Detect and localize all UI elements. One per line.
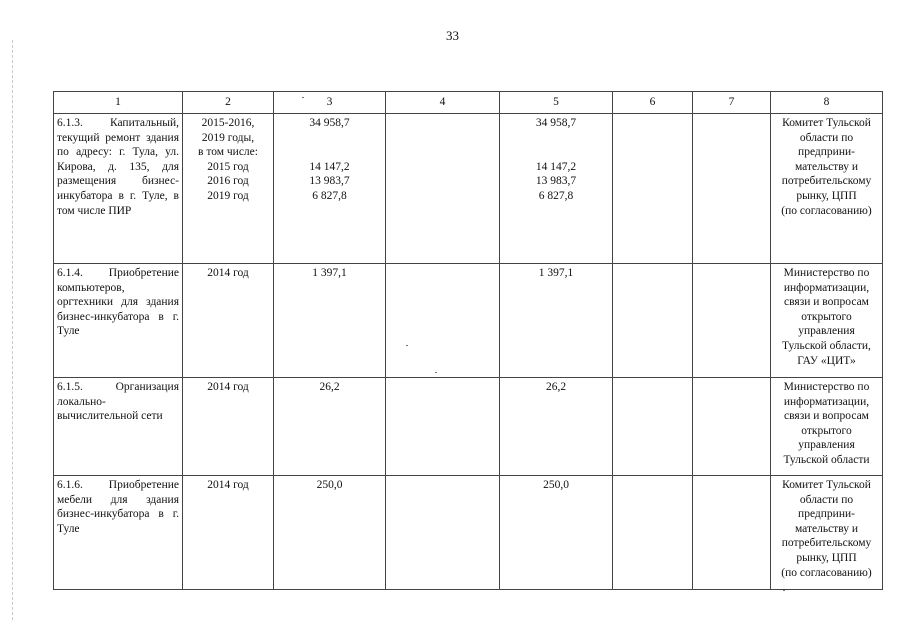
executor-line: открытого — [801, 310, 852, 323]
executor-line: Тульской области, — [782, 339, 871, 352]
period-line: в том числе: — [198, 146, 258, 159]
period-cell — [183, 114, 274, 264]
amount-value: 1 397,1 — [538, 267, 574, 279]
amount-value: 1 397,1 — [312, 267, 347, 279]
period-cell — [183, 264, 274, 378]
amount-budget-cell — [500, 114, 613, 264]
period-line: 2015-2016, — [201, 117, 255, 129]
executor-line: информатизации, — [783, 281, 870, 294]
header-cell: 7 — [693, 92, 771, 114]
amount-value: 26,2 — [545, 381, 567, 393]
executor-line: области по — [799, 493, 854, 506]
executor-line: открытого — [801, 424, 852, 437]
amount-value: 14 147,2 — [535, 160, 577, 173]
amount-budget-cell — [500, 476, 613, 590]
executor-line: Министерство по — [783, 267, 870, 279]
table-row — [54, 114, 883, 264]
executor-line: потребительскому — [781, 175, 872, 188]
page-number: 33 — [446, 28, 459, 43]
empty-cell — [693, 476, 771, 590]
amount-value: 250,0 — [316, 479, 343, 491]
executor-line: Комитет Тульской — [782, 479, 871, 491]
period-cell — [183, 476, 274, 590]
scan-speck — [406, 345, 408, 346]
empty-cell — [693, 378, 771, 476]
empty-cell — [386, 378, 500, 476]
executor-line: (по согласованию) — [781, 204, 872, 217]
executor-line: предприни- — [798, 508, 855, 521]
executor-line: Комитет Тульской — [782, 117, 871, 129]
scan-speck — [435, 372, 437, 373]
empty-cell — [613, 378, 693, 476]
table-header-row — [54, 92, 883, 114]
executor-line: информатизации, — [783, 395, 870, 408]
table-row — [54, 476, 883, 590]
executor-line: Министерство по — [783, 381, 870, 393]
empty-cell — [386, 264, 500, 378]
header-cell: 2 — [183, 92, 274, 114]
header-cell: 4 — [386, 92, 500, 114]
empty-cell — [386, 476, 500, 590]
executor-line: (по согласованию) — [781, 566, 872, 579]
amount-value: 13 983,7 — [535, 175, 577, 188]
amount-value: 13 983,7 — [309, 175, 350, 188]
header-cell: 3 — [274, 92, 386, 114]
empty-cell — [613, 114, 693, 264]
period-line: 2019 годы, — [201, 131, 255, 144]
program-table — [53, 91, 883, 590]
executor-line: рынку, ЦПП — [796, 189, 857, 202]
amount-total-cell — [274, 378, 386, 476]
executor-line: связи и вопросам — [784, 410, 869, 423]
header-cell: 5 — [500, 92, 613, 114]
scan-speck — [302, 97, 304, 98]
header-cell: 1 — [54, 92, 183, 114]
period-line: 2019 год — [207, 189, 249, 202]
amount-total-cell — [274, 264, 386, 378]
period-line: 2014 год — [207, 267, 249, 279]
executor-cell — [771, 264, 883, 378]
period-line: 2014 год — [207, 479, 249, 491]
executor-line: связи и вопросам — [784, 296, 869, 309]
empty-cell — [386, 114, 500, 264]
amount-value: 250,0 — [543, 479, 569, 491]
amount-value: 6 827,8 — [312, 189, 347, 202]
executor-line: предприни- — [798, 146, 855, 159]
executor-line: управления — [798, 439, 855, 452]
amount-value: 26,2 — [319, 381, 340, 393]
executor-cell — [771, 476, 883, 590]
header-cell: 6 — [613, 92, 693, 114]
table-row — [54, 378, 883, 476]
scan-speck — [783, 590, 785, 591]
item-description: 6.1.3. Капитальный, текущий ремонт здания по адресу: г. Тула, ул. Кирова, д. 135, для размещения бизнес-инкубатора в г. Туле, в том числе ПИР — [54, 114, 183, 264]
empty-cell — [613, 476, 693, 590]
amount-value: 34 958,7 — [309, 117, 350, 129]
amount-budget-cell — [500, 378, 613, 476]
executor-cell — [771, 378, 883, 476]
empty-cell — [613, 264, 693, 378]
amount-total-cell — [274, 476, 386, 590]
item-description: 6.1.6. Приобретение мебели для здания бизнес-инкубатора в г. Туле — [54, 476, 183, 590]
amount-value: 14 147,2 — [309, 160, 350, 173]
item-description: 6.1.4. Приобретение компьютеров, оргтехники для здания бизнес-инкубатора в г. Туле — [54, 264, 183, 378]
period-line: 2016 год — [207, 175, 249, 188]
header-cell: 8 — [771, 92, 883, 114]
executor-cell — [771, 114, 883, 264]
period-line: 2015 год — [207, 160, 249, 173]
executor-line: мательству и — [794, 522, 859, 535]
amount-value: 34 958,7 — [535, 117, 577, 129]
table-row — [54, 264, 883, 378]
period-line: 2014 год — [207, 381, 249, 393]
executor-line: области по — [799, 131, 854, 144]
amount-value: 6 827,8 — [538, 189, 574, 202]
executor-line: потребительскому — [781, 537, 872, 550]
executor-line: управления — [798, 325, 855, 338]
amount-total-cell — [274, 114, 386, 264]
binding-margin-marks — [12, 40, 15, 620]
empty-cell — [693, 114, 771, 264]
executor-line: мательству и — [794, 160, 859, 173]
item-description: 6.1.5. Организация локально-вычислительной сети — [54, 378, 183, 476]
period-cell — [183, 378, 274, 476]
empty-cell — [693, 264, 771, 378]
amount-budget-cell — [500, 264, 613, 378]
executor-line: ГАУ «ЦИТ» — [797, 354, 856, 367]
executor-line: Тульской области — [783, 453, 870, 466]
executor-line: рынку, ЦПП — [796, 551, 857, 564]
